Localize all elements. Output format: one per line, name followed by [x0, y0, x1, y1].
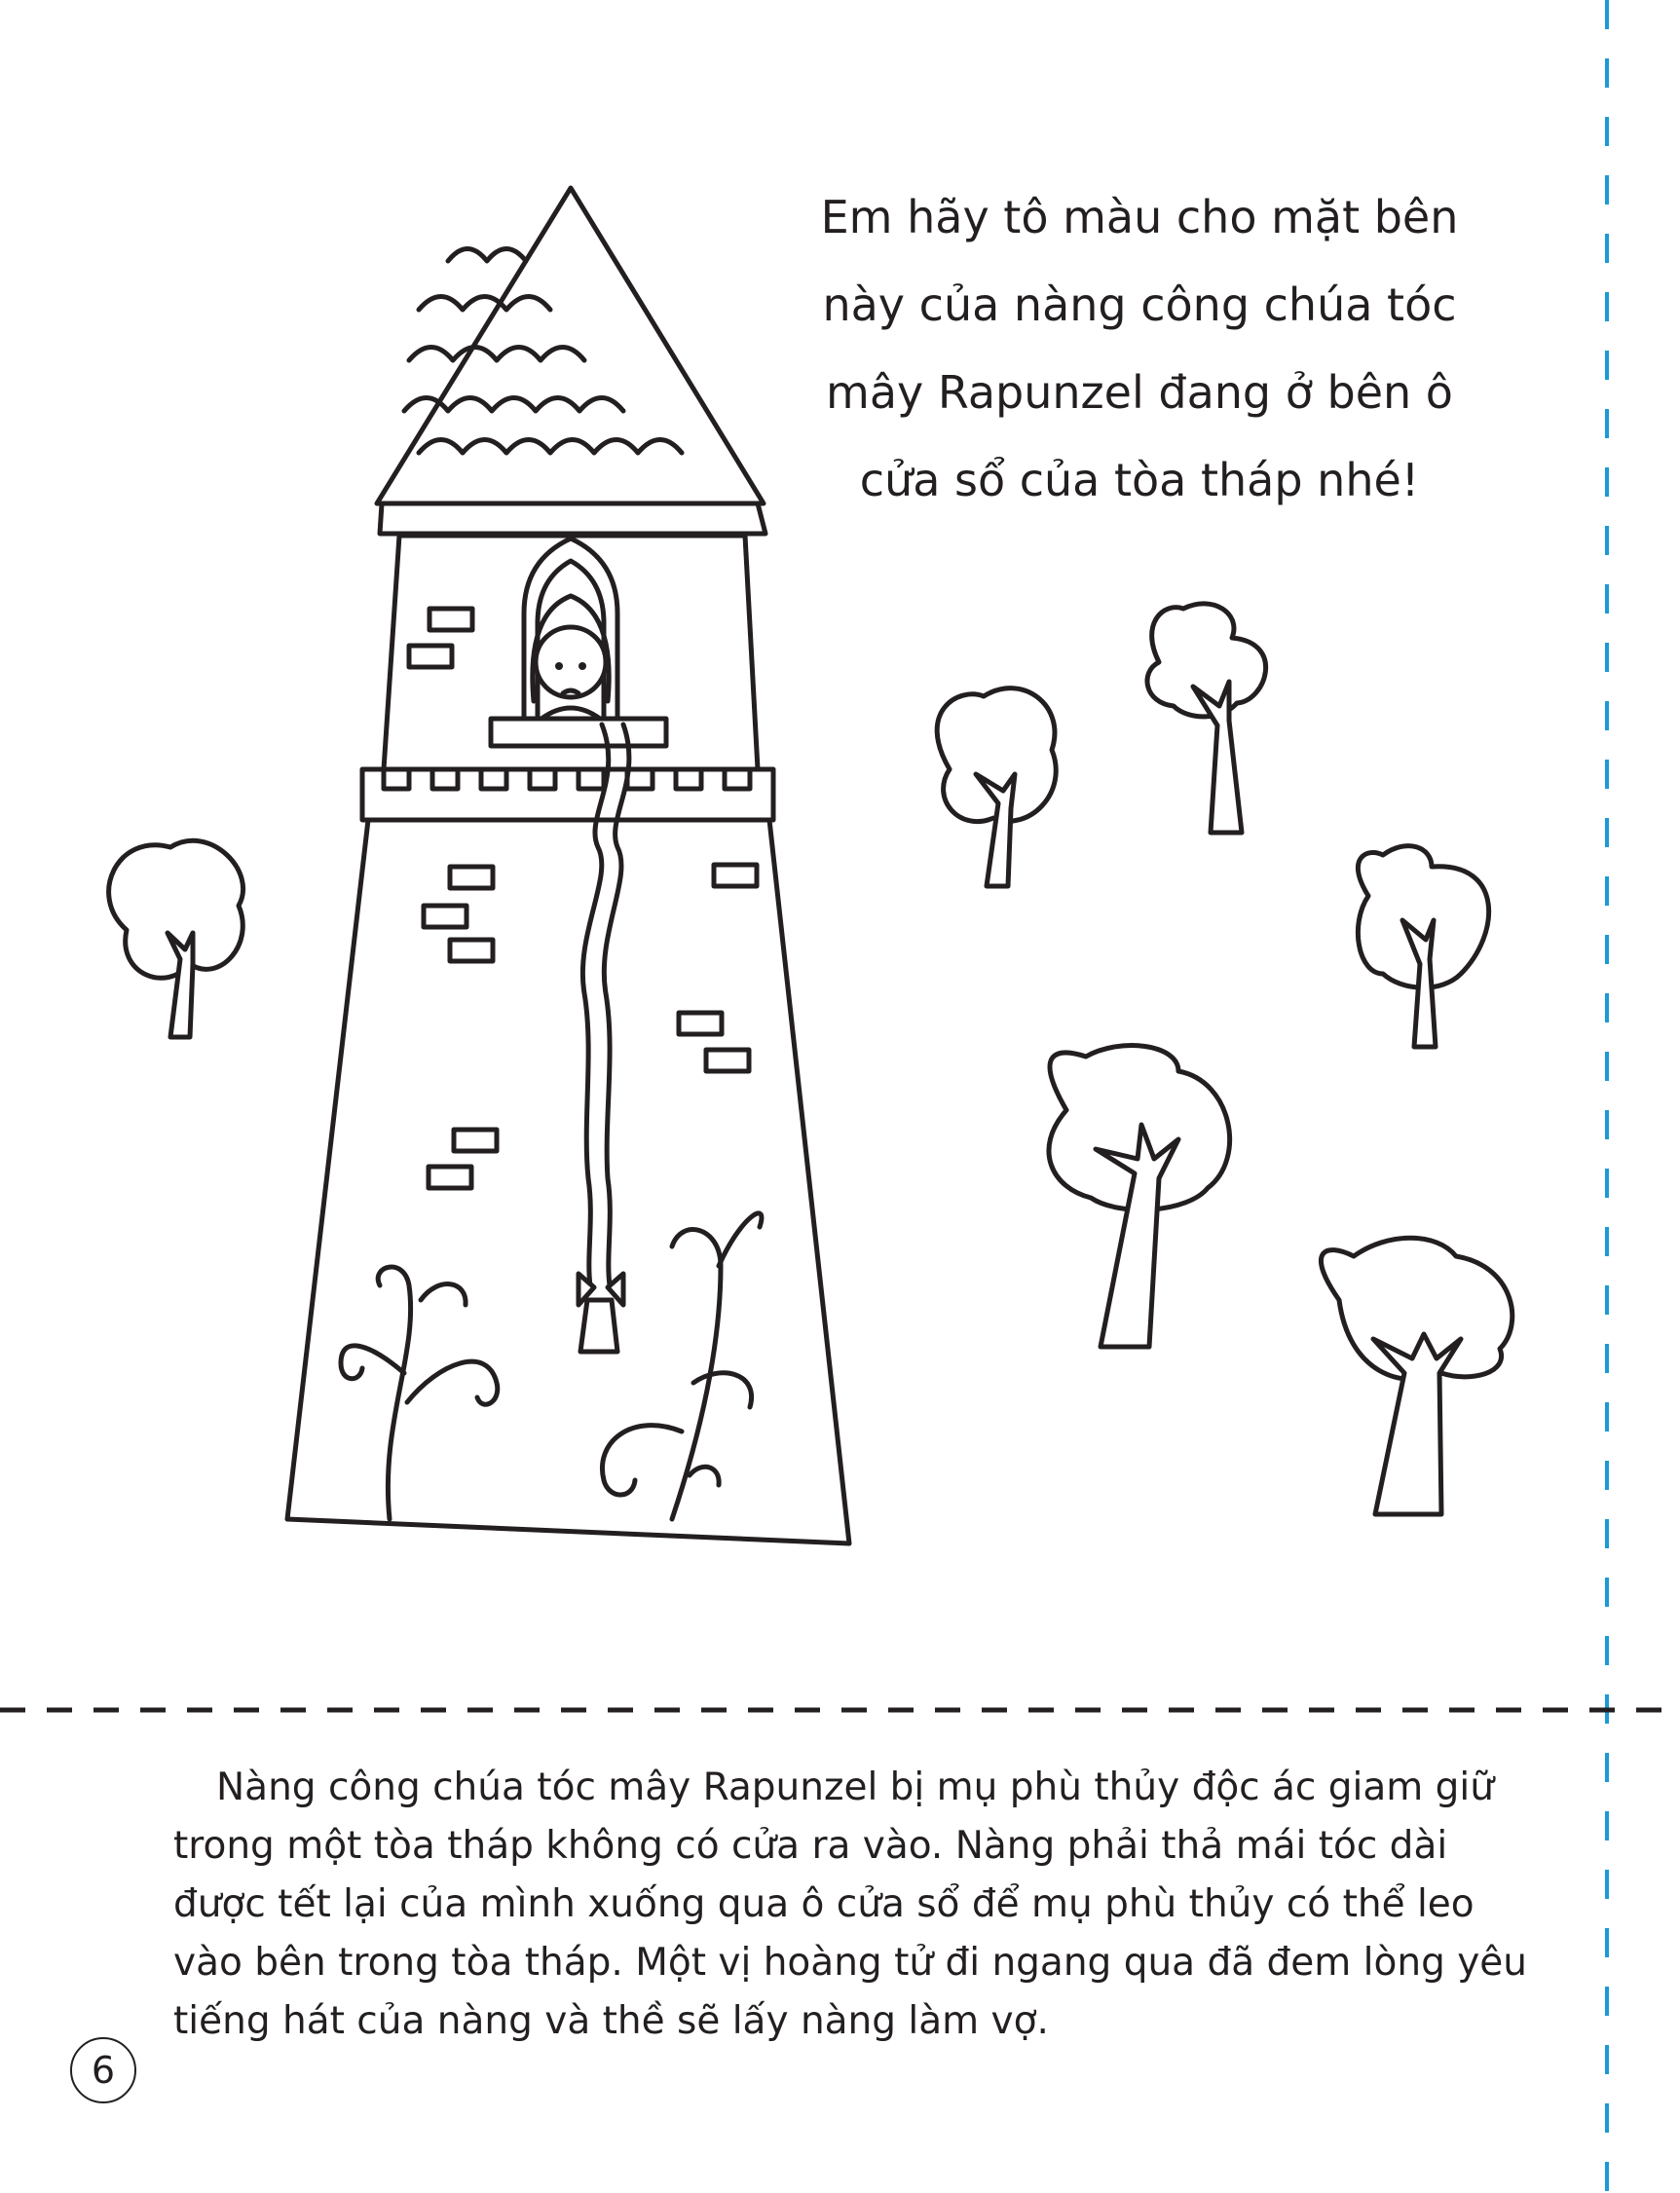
tree — [937, 688, 1056, 886]
instruction-text: Em hãy tô màu cho mặt bên này của nàng công chúa tóc mây Rapunzel đang ở bên ô cửa sổ của tòa tháp nhé! — [820, 191, 1459, 506]
story-paragraph: Nàng công chúa tóc mây Rapunzel bị mụ phù thủy độc ác giam giữ trong một tòa tháp không có cửa ra vào. Nàng phải thả mái tóc dài được tết lại của mình xuống qua ô cửa sổ để mụ phù thủy có thể leo vào bên trong tòa tháp. Một vị hoàng tử đi ngang qua đã đem lòng yêu tiếng hát của nàng và thề sẽ lấy nàng làm vợ. — [173, 1766, 1528, 2043]
tree — [1147, 604, 1266, 833]
tree — [1358, 846, 1488, 1047]
tree — [1321, 1238, 1512, 1514]
page-number: 6 — [70, 2037, 136, 2103]
tower-illustration — [287, 188, 849, 1543]
tree — [109, 840, 243, 1037]
tree — [1049, 1046, 1230, 1347]
